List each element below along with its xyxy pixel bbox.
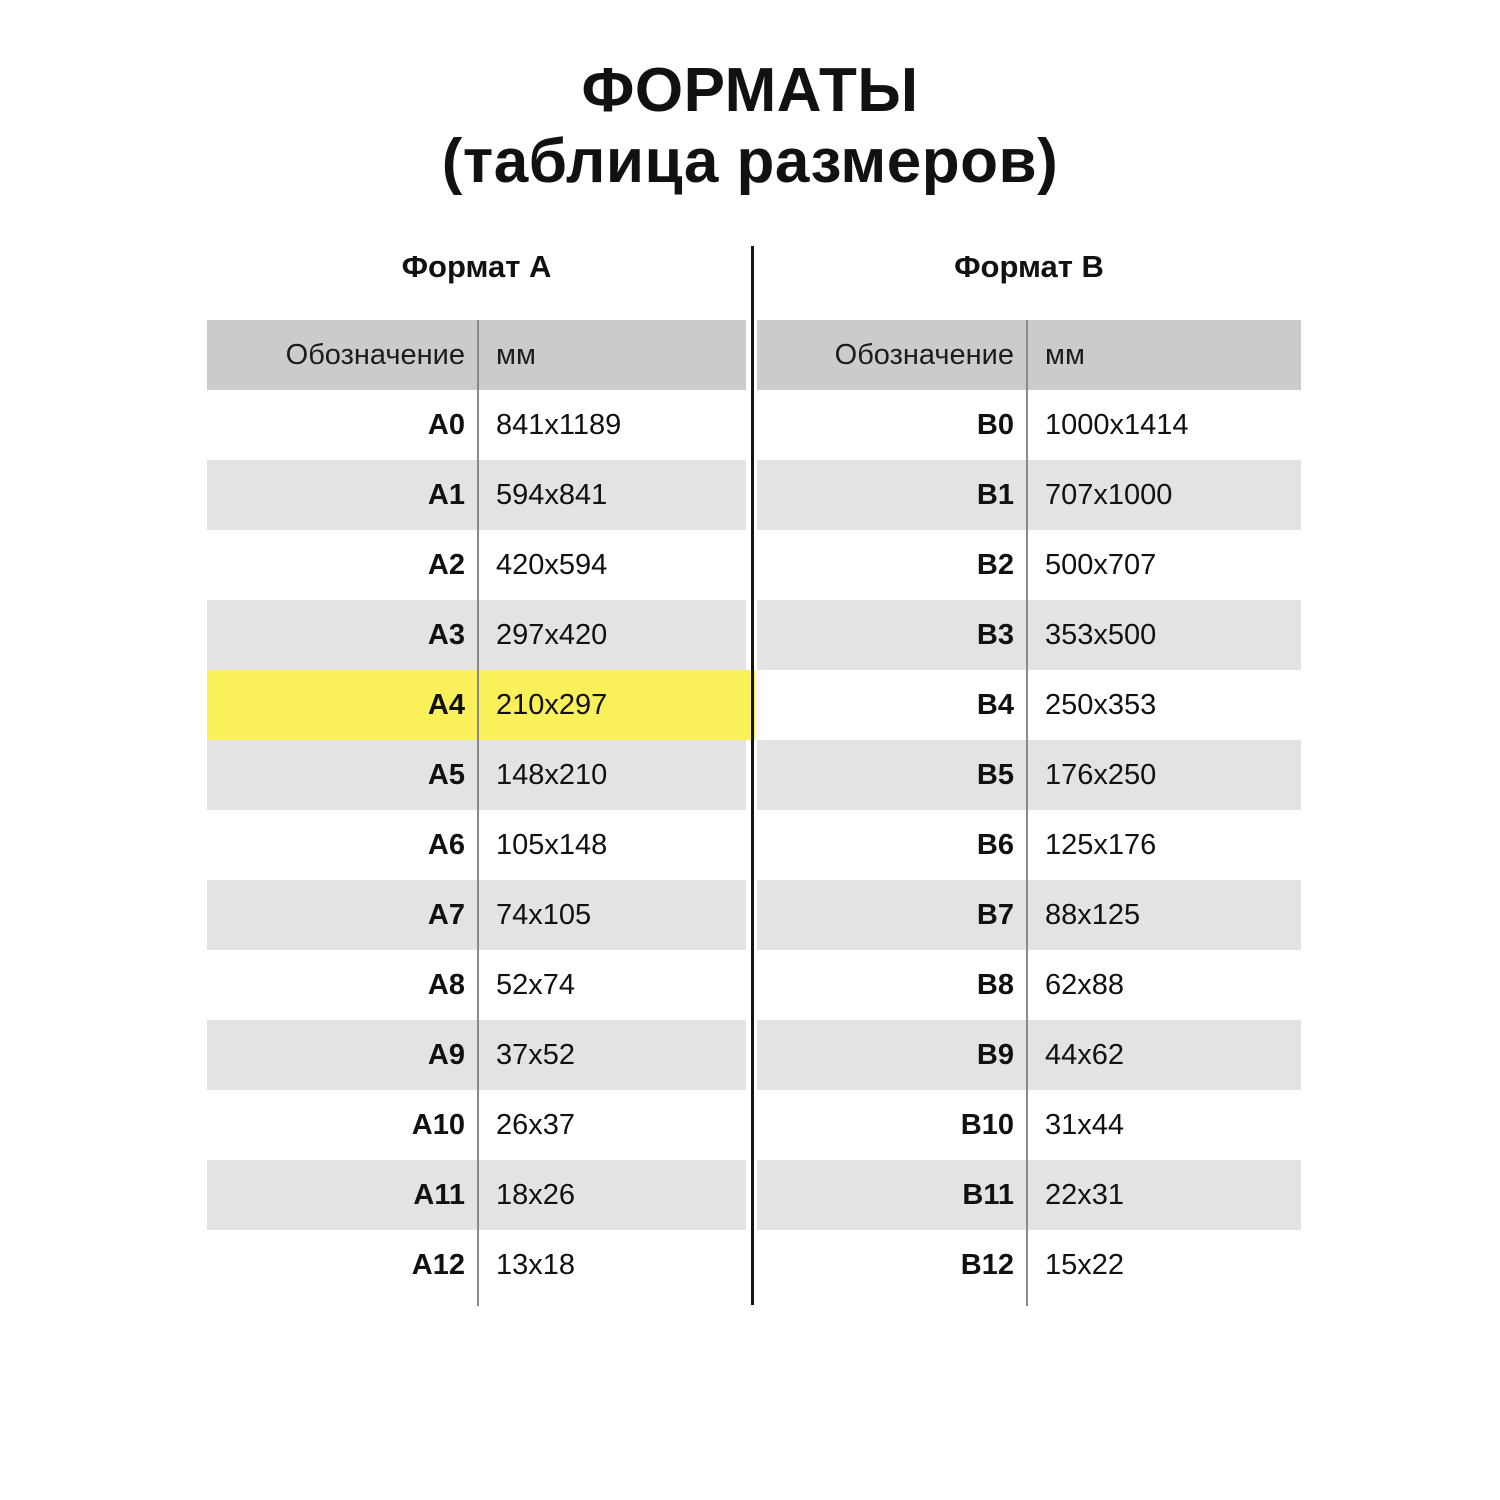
format-code: A7	[427, 899, 465, 931]
table-row-b2	[757, 530, 1301, 600]
header-mm: мм	[496, 339, 536, 371]
format-b-header-row	[757, 320, 1301, 390]
table-row-b9	[757, 1020, 1301, 1090]
format-size-mm: 353x500	[1045, 619, 1157, 651]
table-row-b4	[757, 670, 1301, 740]
format-size-mm: 37x52	[496, 1039, 576, 1071]
format-size-mm: 125x176	[1045, 829, 1157, 861]
format-size-mm: 15x22	[1045, 1249, 1125, 1281]
format-code: B2	[976, 549, 1014, 581]
format-code: A2	[427, 549, 465, 581]
table-row-b12	[757, 1230, 1301, 1300]
format-size-mm: 250x353	[1045, 689, 1157, 721]
format-code: A11	[413, 1179, 465, 1211]
format-size-mm: 13x18	[496, 1249, 576, 1281]
format-size-mm: 22x31	[1045, 1179, 1125, 1211]
table-row-b8	[757, 950, 1301, 1020]
format-size-mm: 176x250	[1045, 759, 1157, 791]
format-size-mm: 26x37	[496, 1109, 576, 1141]
format-size-mm: 707x1000	[1045, 479, 1173, 511]
format-code: A4	[427, 689, 465, 721]
format-size-mm: 841x1189	[496, 409, 622, 441]
header-mm: мм	[1045, 339, 1085, 371]
section-title-format-b: Формат B	[954, 249, 1104, 284]
format-code: A3	[427, 619, 465, 651]
format-code: B10	[960, 1109, 1014, 1141]
page-title	[0, 55, 1500, 197]
format-code: A5	[427, 759, 465, 791]
format-a-table	[207, 320, 746, 1300]
format-size-mm: 52x74	[496, 969, 576, 1001]
page-title-line2: (таблица размеров)	[441, 127, 1059, 196]
page-title-line1: ФОРМАТЫ	[581, 56, 919, 125]
table-row-b0	[757, 390, 1301, 460]
format-size-mm: 148x210	[496, 759, 608, 791]
format-b-rows	[757, 390, 1301, 1300]
header-designation: Обозначение	[834, 339, 1014, 371]
header-designation: Обозначение	[285, 339, 465, 371]
format-size-mm: 420x594	[496, 549, 608, 581]
format-size-mm: 88x125	[1045, 899, 1141, 931]
tables-separator-line	[751, 246, 754, 1305]
format-b-table	[757, 320, 1301, 1300]
format-code: B9	[976, 1039, 1014, 1071]
format-a-column-divider	[477, 320, 479, 1306]
format-code: A9	[427, 1039, 465, 1071]
format-code: B12	[960, 1249, 1014, 1281]
format-code: A10	[411, 1109, 465, 1141]
format-size-mm: 74x105	[496, 899, 592, 931]
format-code: A1	[427, 479, 465, 511]
format-code: B5	[976, 759, 1014, 791]
format-code: B1	[976, 479, 1014, 511]
format-code: B0	[976, 409, 1014, 441]
format-size-mm: 1000x1414	[1045, 409, 1189, 441]
format-code: B3	[976, 619, 1014, 651]
format-size-mm: 105x148	[496, 829, 608, 861]
table-row-b3	[757, 600, 1301, 670]
format-size-mm: 500x707	[1045, 549, 1157, 581]
format-code: A12	[411, 1249, 465, 1281]
format-code: B11	[962, 1179, 1014, 1211]
format-code: B6	[976, 829, 1014, 861]
table-row-b10	[757, 1090, 1301, 1160]
format-code: A6	[427, 829, 465, 861]
format-size-mm: 594x841	[496, 479, 608, 511]
format-size-mm: 62x88	[1045, 969, 1125, 1001]
format-size-mm: 18x26	[496, 1179, 576, 1211]
section-title-format-a: Формат А	[401, 249, 552, 284]
table-row-b7	[757, 880, 1301, 950]
table-row-b6	[757, 810, 1301, 880]
format-code: A0	[427, 409, 465, 441]
format-size-mm: 210x297	[496, 689, 608, 721]
format-size-mm: 31x44	[1045, 1109, 1125, 1141]
format-code: B4	[976, 689, 1014, 721]
table-row-b5	[757, 740, 1301, 810]
table-row-b1	[757, 460, 1301, 530]
format-b-column-divider	[1026, 320, 1028, 1306]
format-code: A8	[427, 969, 465, 1001]
format-code: B8	[976, 969, 1014, 1001]
format-size-mm: 44x62	[1045, 1039, 1125, 1071]
format-code: B7	[976, 899, 1014, 931]
format-size-mm: 297x420	[496, 619, 608, 651]
table-row-b11	[757, 1160, 1301, 1230]
